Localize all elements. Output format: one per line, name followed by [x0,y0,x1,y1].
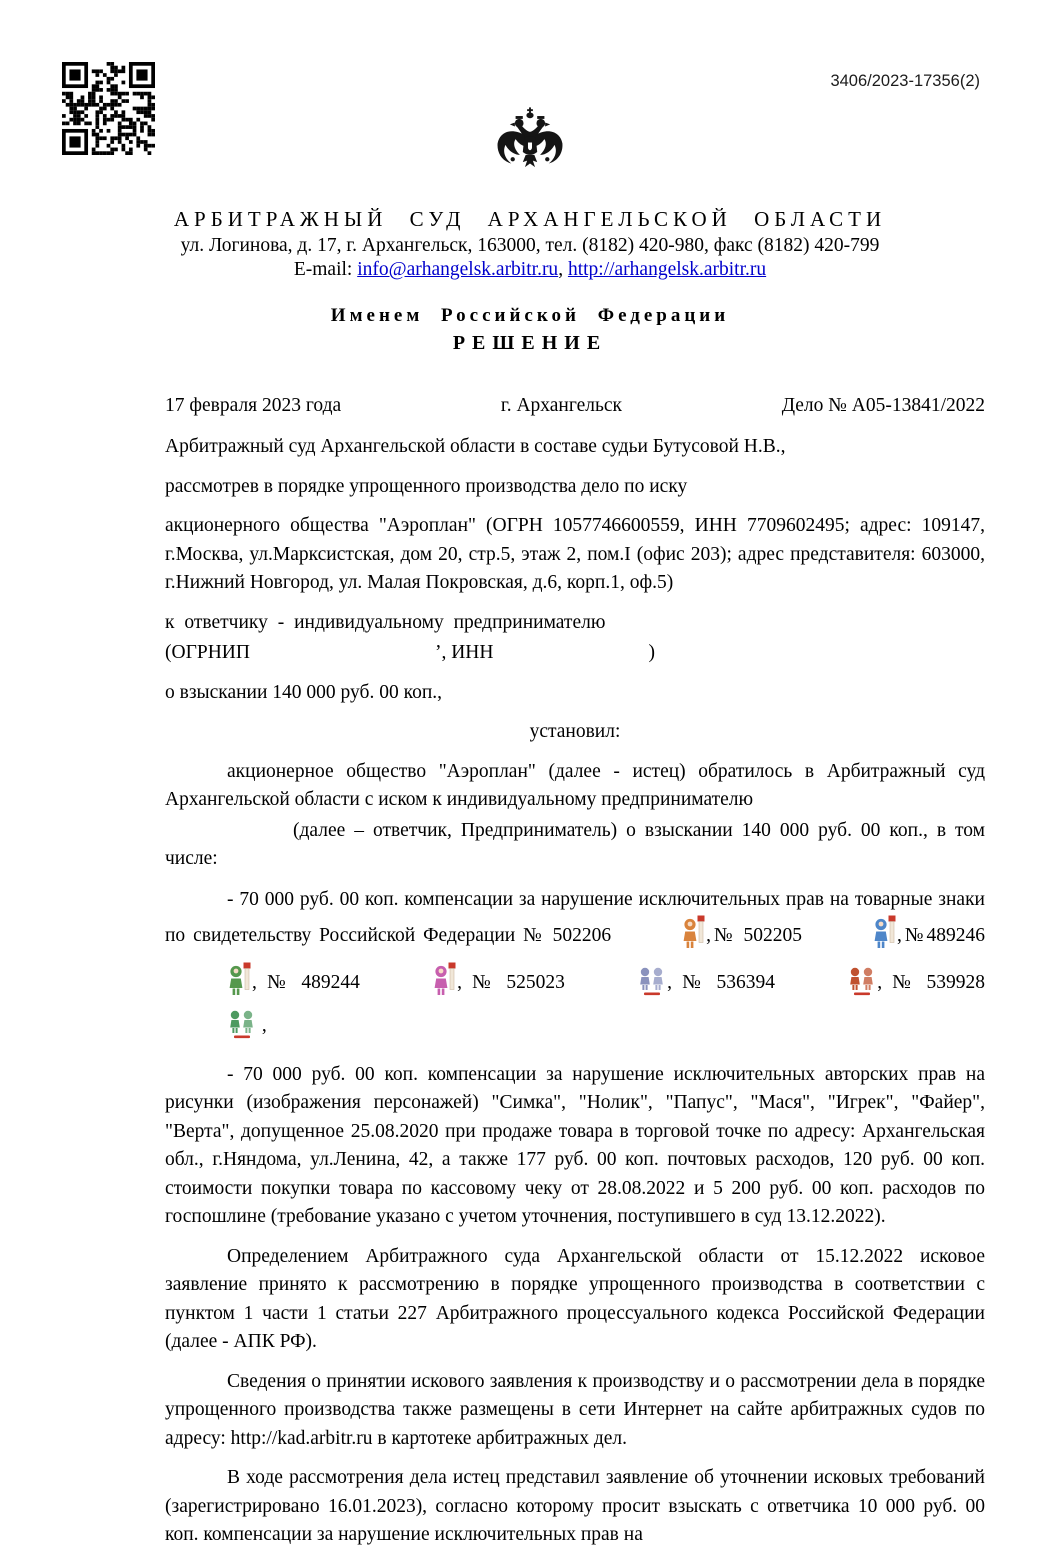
trademark-number: № 502206 [523,924,620,946]
ogrnip-open: (ОГРНИП [165,642,250,663]
document-number: 3406/2023-17356(2) [830,72,980,90]
trademark-masya-icon [371,962,456,1009]
trademark-number: , № 525023 [457,971,576,993]
claim-line: о взыскании 140 000 руб. 00 коп., [165,681,443,703]
trademark-igrek-icon [576,966,666,1007]
plaintiff-paragraph: акционерного общества "Аэроплан" (ОГРН 1057746600559, ИНН 7709602495; адрес: 109147, г.Москва, ул.Марксистская, дом 20, стр.5, этаж 2, пом.I (офис 203); адрес представителя: 603000, г.Нижний Новгород, ул. Малая Покровская, д.6, корп.1, оф.5) [165,515,985,593]
decision-city: г. Архангельск [500,395,623,416]
case-number: Дело № А05-13841/2022 [781,395,985,416]
ogrnip-mid: ’, ИНН [434,642,494,663]
update-paragraph: В ходе рассмотрения дела истец представил заявление об уточнении исковых требований (зарегистрировано 16.01.2023), согласно которому просит взыскать с ответчика 10 000 руб. 00 коп. компенсации за нарушение исключительных прав на [165,1467,985,1545]
trademark-number: , № 536394 [667,971,786,993]
trademark-nolik-icon [811,915,896,962]
defendant-line: к ответчику - индивидуальному предпринимателю [165,611,606,633]
trademark-number: , № 489244 [252,971,371,993]
trademark-papus-icon [166,962,251,1009]
trademarks-intro: - 70 000 руб. 00 коп. компенсации за нарушение исключительных прав на товарные знаки по свидетельству Российской Федерации [165,888,985,946]
trademark-verta-icon [166,1009,256,1050]
claim-paragraph-a: акционерное общество "Аэроплан" (далее - истец) обратилось в Арбитражный суд Архангельской области с иском к индивидуальному предпринимателю [165,760,985,810]
link-separator: , [558,259,568,280]
qr-code [62,62,155,155]
decision-heading: РЕШЕНИЕ [452,332,608,354]
email-link[interactable]: info@arhangelsk.arbitr.ru [357,259,559,280]
trademark-number: ,№489246 [896,924,985,946]
trademark-number: ,№ 502205 [706,924,810,946]
claim-paragraph-b: (далее – ответчик, Предприниматель) о взыскании 140 000 руб. 00 коп., в том числе: [165,819,985,869]
trademark-fayer-icon [786,966,876,1007]
site-link[interactable]: http://arhangelsk.arbitr.ru [567,259,767,280]
ogrnip-close: ) [648,642,655,663]
trademark-number: , № 539928 [877,971,986,993]
internet-paragraph: Сведения о принятии искового заявления к производству и о рассмотрении дела в порядке упрощенного производства также размещены в сети Интернет на сайте арбитражных судов по адресу: http://kad.arbitr.ru в картотеке арбитражных дел. [165,1370,985,1449]
court-name: АРБИТРАЖНЫЙ СУД АРХАНГЕЛЬСКОЙ ОБЛАСТИ [173,207,887,231]
ogrnip-line [165,639,985,668]
case-info-row [165,395,985,417]
ruling-paragraph: Определением Арбитражного суда Архангельской области от 15.12.2022 исковое заявление принято к рассмотрению в порядке упрощенного производства в соответствии с пунктом 1 части 1 статьи 227 Арбитражного процессуального кодекса Российской Федерации (далее - АПК РФ). [165,1245,985,1352]
decision-body [165,433,985,1550]
trademarks-tail: , [257,1014,267,1036]
court-address: ул. Логинова, д. 17, г. Архангельск, 163000, тел. (8182) 420-980, факс (8182) 420-799 [180,235,880,256]
ustanovil-line: установил: [529,721,621,742]
trademark-simka-icon [620,915,705,962]
in-the-name-heading: Именем Российской Федерации [330,305,730,326]
russian-coat-of-arms-icon [494,104,566,190]
copyright-paragraph: - 70 000 руб. 00 коп. компенсации за нарушение исключительных авторских прав на рисунки (изображения персонажей) "Симка", "Нолик", "Папус", "Мася", "Игрек", "Файер", "Верта", допущенное 25.08.2020 при продаже товара в торговой точке по адресу: Архангельская обл., г.Няндома, ул.Ленина, 42, а также 177 руб. 00 коп. почтовых расходов, 120 руб. 00 коп. стоимости покупки товара по кассовому чеку от 28.08.2022 и 5 200 руб. 00 коп. расходов по госпошлине (требование указано с учетом уточнения, поступившего в суд 13.12.2022). [165,1063,985,1227]
judge-line: Арбитражный суд Архангельской области в составе судьи Бутусовой Н.В., [165,436,786,457]
court-contacts [0,259,1060,281]
decision-date: 17 февраля 2023 года [165,395,342,416]
emblem-wrap [0,0,1060,195]
trademarks-paragraph [165,885,985,1050]
procedure-line: рассмотрев в порядке упрощенного производства дело по иску [165,475,688,497]
email-label: E-mail: [293,259,358,280]
